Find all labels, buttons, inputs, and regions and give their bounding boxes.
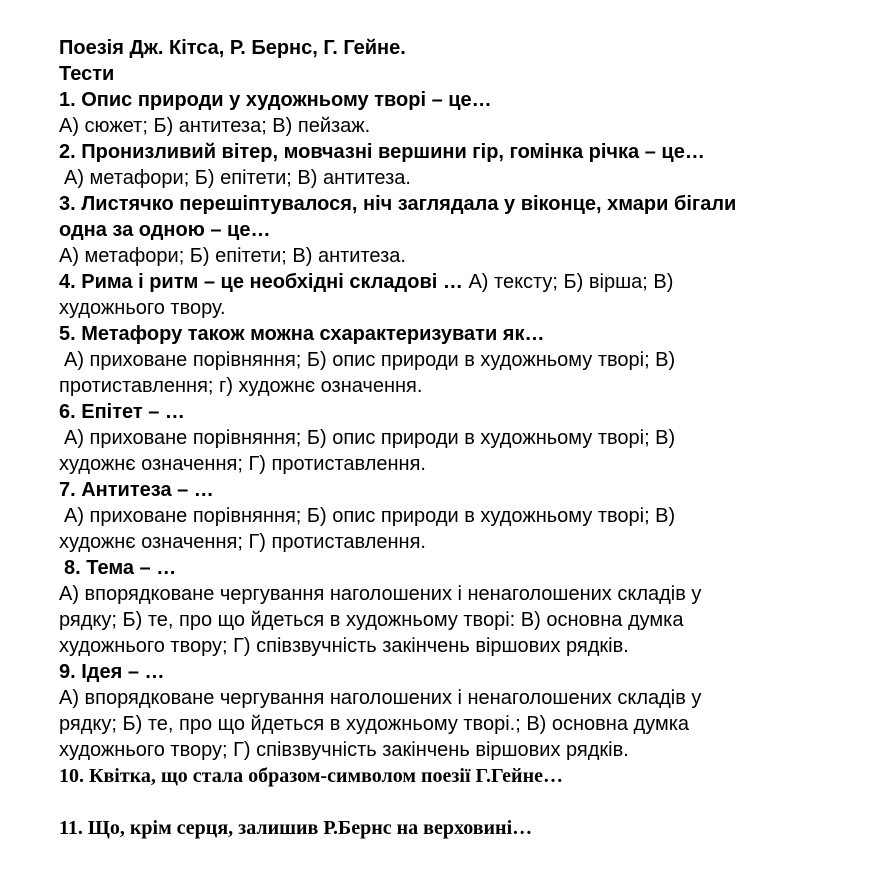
answer-7-continued: художнє означення; Г) протиставлення. [59,531,426,553]
blank-line [59,789,849,815]
question-6: 6. Епітет – … [59,401,185,423]
question-3-line-2: одна за одною – це… [59,219,271,241]
document-title: Поезія Дж. Кітса, Р. Бернс, Г. Гейне. [59,37,406,59]
answer-7-options: А) приховане порівняння; Б) опис природи в художньому творі; В) [64,505,676,527]
question-4: 4. Рима і ритм – це необхідні складові … [59,271,463,293]
question-7: 7. Антитеза – … [59,479,214,501]
question-1: 1. Опис природи у художньому творі – це… [59,89,492,111]
answer-1-options: А) сюжет; Б) антитеза; В) пейзаж. [59,115,371,137]
answer-4-continued: художнього твору. [59,297,226,319]
question-10: 10. Квітка, що стала образом-символом поезії Г.Гейне… [59,765,563,787]
document-subtitle: Тести [59,63,115,85]
answer-6-continued: художнє означення; Г) протиставлення. [59,453,426,475]
answer-3-options: А) метафори; Б) епітети; В) антитеза. [59,245,406,267]
question-9: 9. Ідея – … [59,661,165,683]
answer-8-line-1: А) впорядковане чергування наголошених і ненаголошених складів у [59,583,702,605]
question-3-line-1: 3. Листячко перешіптувалося, ніч заглядала у віконце, хмари бігали [59,193,737,215]
answer-4-options: А) тексту; Б) вірша; В) [462,271,674,293]
question-4-row [59,269,849,295]
question-11: 11. Що, крім серця, залишив Р.Бернс на верховині… [59,817,533,839]
answer-9-line-3: художнього твору; Г) співзвучність закінчень віршових рядків. [59,739,629,761]
question-5: 5. Метафору також можна схарактеризувати як… [59,323,545,345]
answer-9-line-2: рядку; Б) те, про що йдеться в художньому творі.; В) основна думка [59,713,690,735]
answer-5-options: А) приховане порівняння; Б) опис природи в художньому творі; В) [64,349,676,371]
answer-8-line-2: рядку; Б) те, про що йдеться в художньому творі: В) основна думка [59,609,684,631]
question-2: 2. Пронизливий вітер, мовчазні вершини гір, гомінка річка – це… [59,141,705,163]
question-8: 8. Тема – … [64,557,177,579]
answer-8-line-3: художнього твору; Г) співзвучність закінчень віршових рядків. [59,635,629,657]
document-body [59,35,849,841]
answer-9-line-1: А) впорядковане чергування наголошених і ненаголошених складів у [59,687,702,709]
answer-5-continued: протиставлення; г) художнє означення. [59,375,423,397]
answer-6-options: А) приховане порівняння; Б) опис природи в художньому творі; В) [64,427,676,449]
answer-2-options: А) метафори; Б) епітети; В) антитеза. [64,167,411,189]
